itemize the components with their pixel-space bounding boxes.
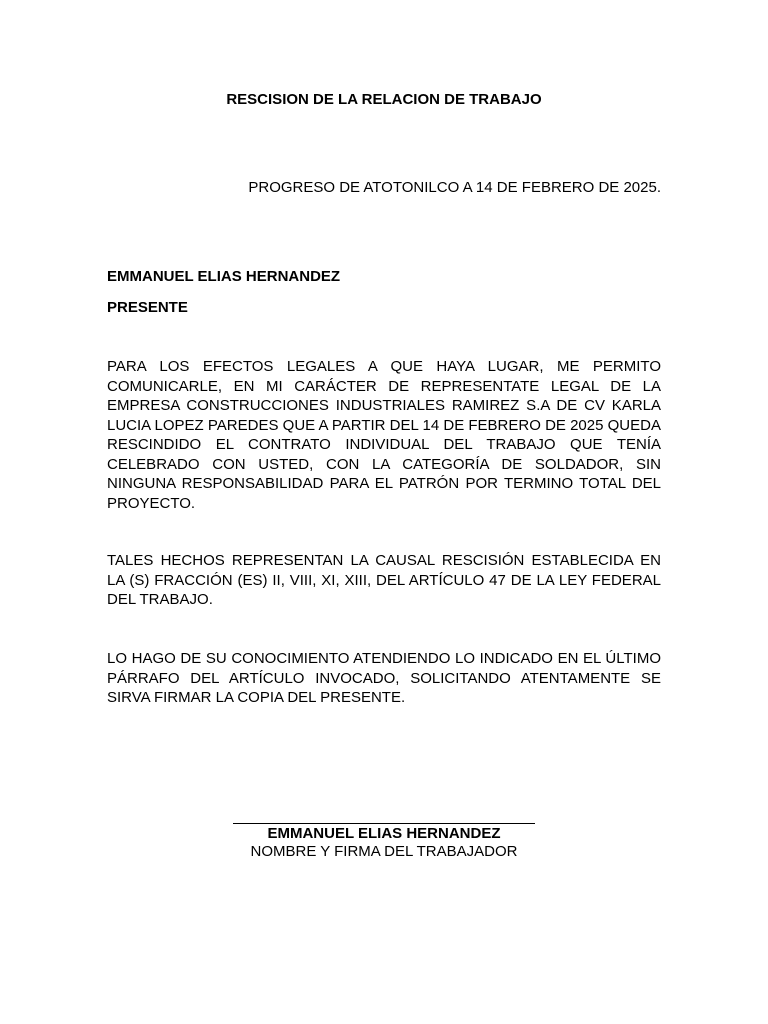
signature-line — [233, 823, 535, 824]
document-title: RESCISION DE LA RELACION DE TRABAJO — [226, 91, 542, 108]
body-paragraph-1: PARA LOS EFECTOS LEGALES A QUE HAYA LUGAR, ME PERMITO COMUNICARLE, EN MI CARÁCTER DE REPRESENTATE LEGAL DE LA EMPRESA CONSTRUCCIONES INDUSTRIALES RAMIREZ S.A DE CV KARLA LUCIA LOPEZ PAREDES QUE A PARTIR DEL 14 DE FEBRERO DE 2025 QUEDA RESCINDIDO EL CONTRATO INDIVIDUAL DEL TRABAJO QUE TENÍA CELEBRADO CON USTED, CON LA CATEGORÍA DE SOLDADOR, SIN NINGUNA RESPONSABILIDAD PARA EL PATRÓN POR TERMINO TOTAL DEL PROYECTO. — [107, 358, 661, 512]
addressee-name: EMMANUEL ELIAS HERNANDEZ — [107, 268, 341, 285]
body-paragraph-2: TALES HECHOS REPRESENTAN LA CAUSAL RESCISIÓN ESTABLECIDA EN LA (S) FRACCIÓN (ES) II, VIII, XI, XIII, DEL ARTÍCULO 47 DE LA LEY FEDERAL DEL TRABAJO. — [107, 552, 661, 608]
signature-block — [233, 813, 535, 861]
body-paragraph-3: LO HAGO DE SU CONOCIMIENTO ATENDIENDO LO INDICADO EN EL ÚLTIMO PÁRRAFO DEL ARTÍCULO INVOCADO, SOLICITANDO ATENTAMENTE SE SIRVA FIRMAR LA COPIA DEL PRESENTE. — [107, 650, 661, 706]
addressee-presente: PRESENTE — [107, 299, 188, 316]
signature-caption: NOMBRE Y FIRMA DEL TRABAJADOR — [250, 843, 518, 860]
signature-name: EMMANUEL ELIAS HERNANDEZ — [267, 825, 501, 842]
place-and-date: PROGRESO DE ATOTONILCO A 14 DE FEBRERO DE 2025. — [248, 179, 661, 196]
